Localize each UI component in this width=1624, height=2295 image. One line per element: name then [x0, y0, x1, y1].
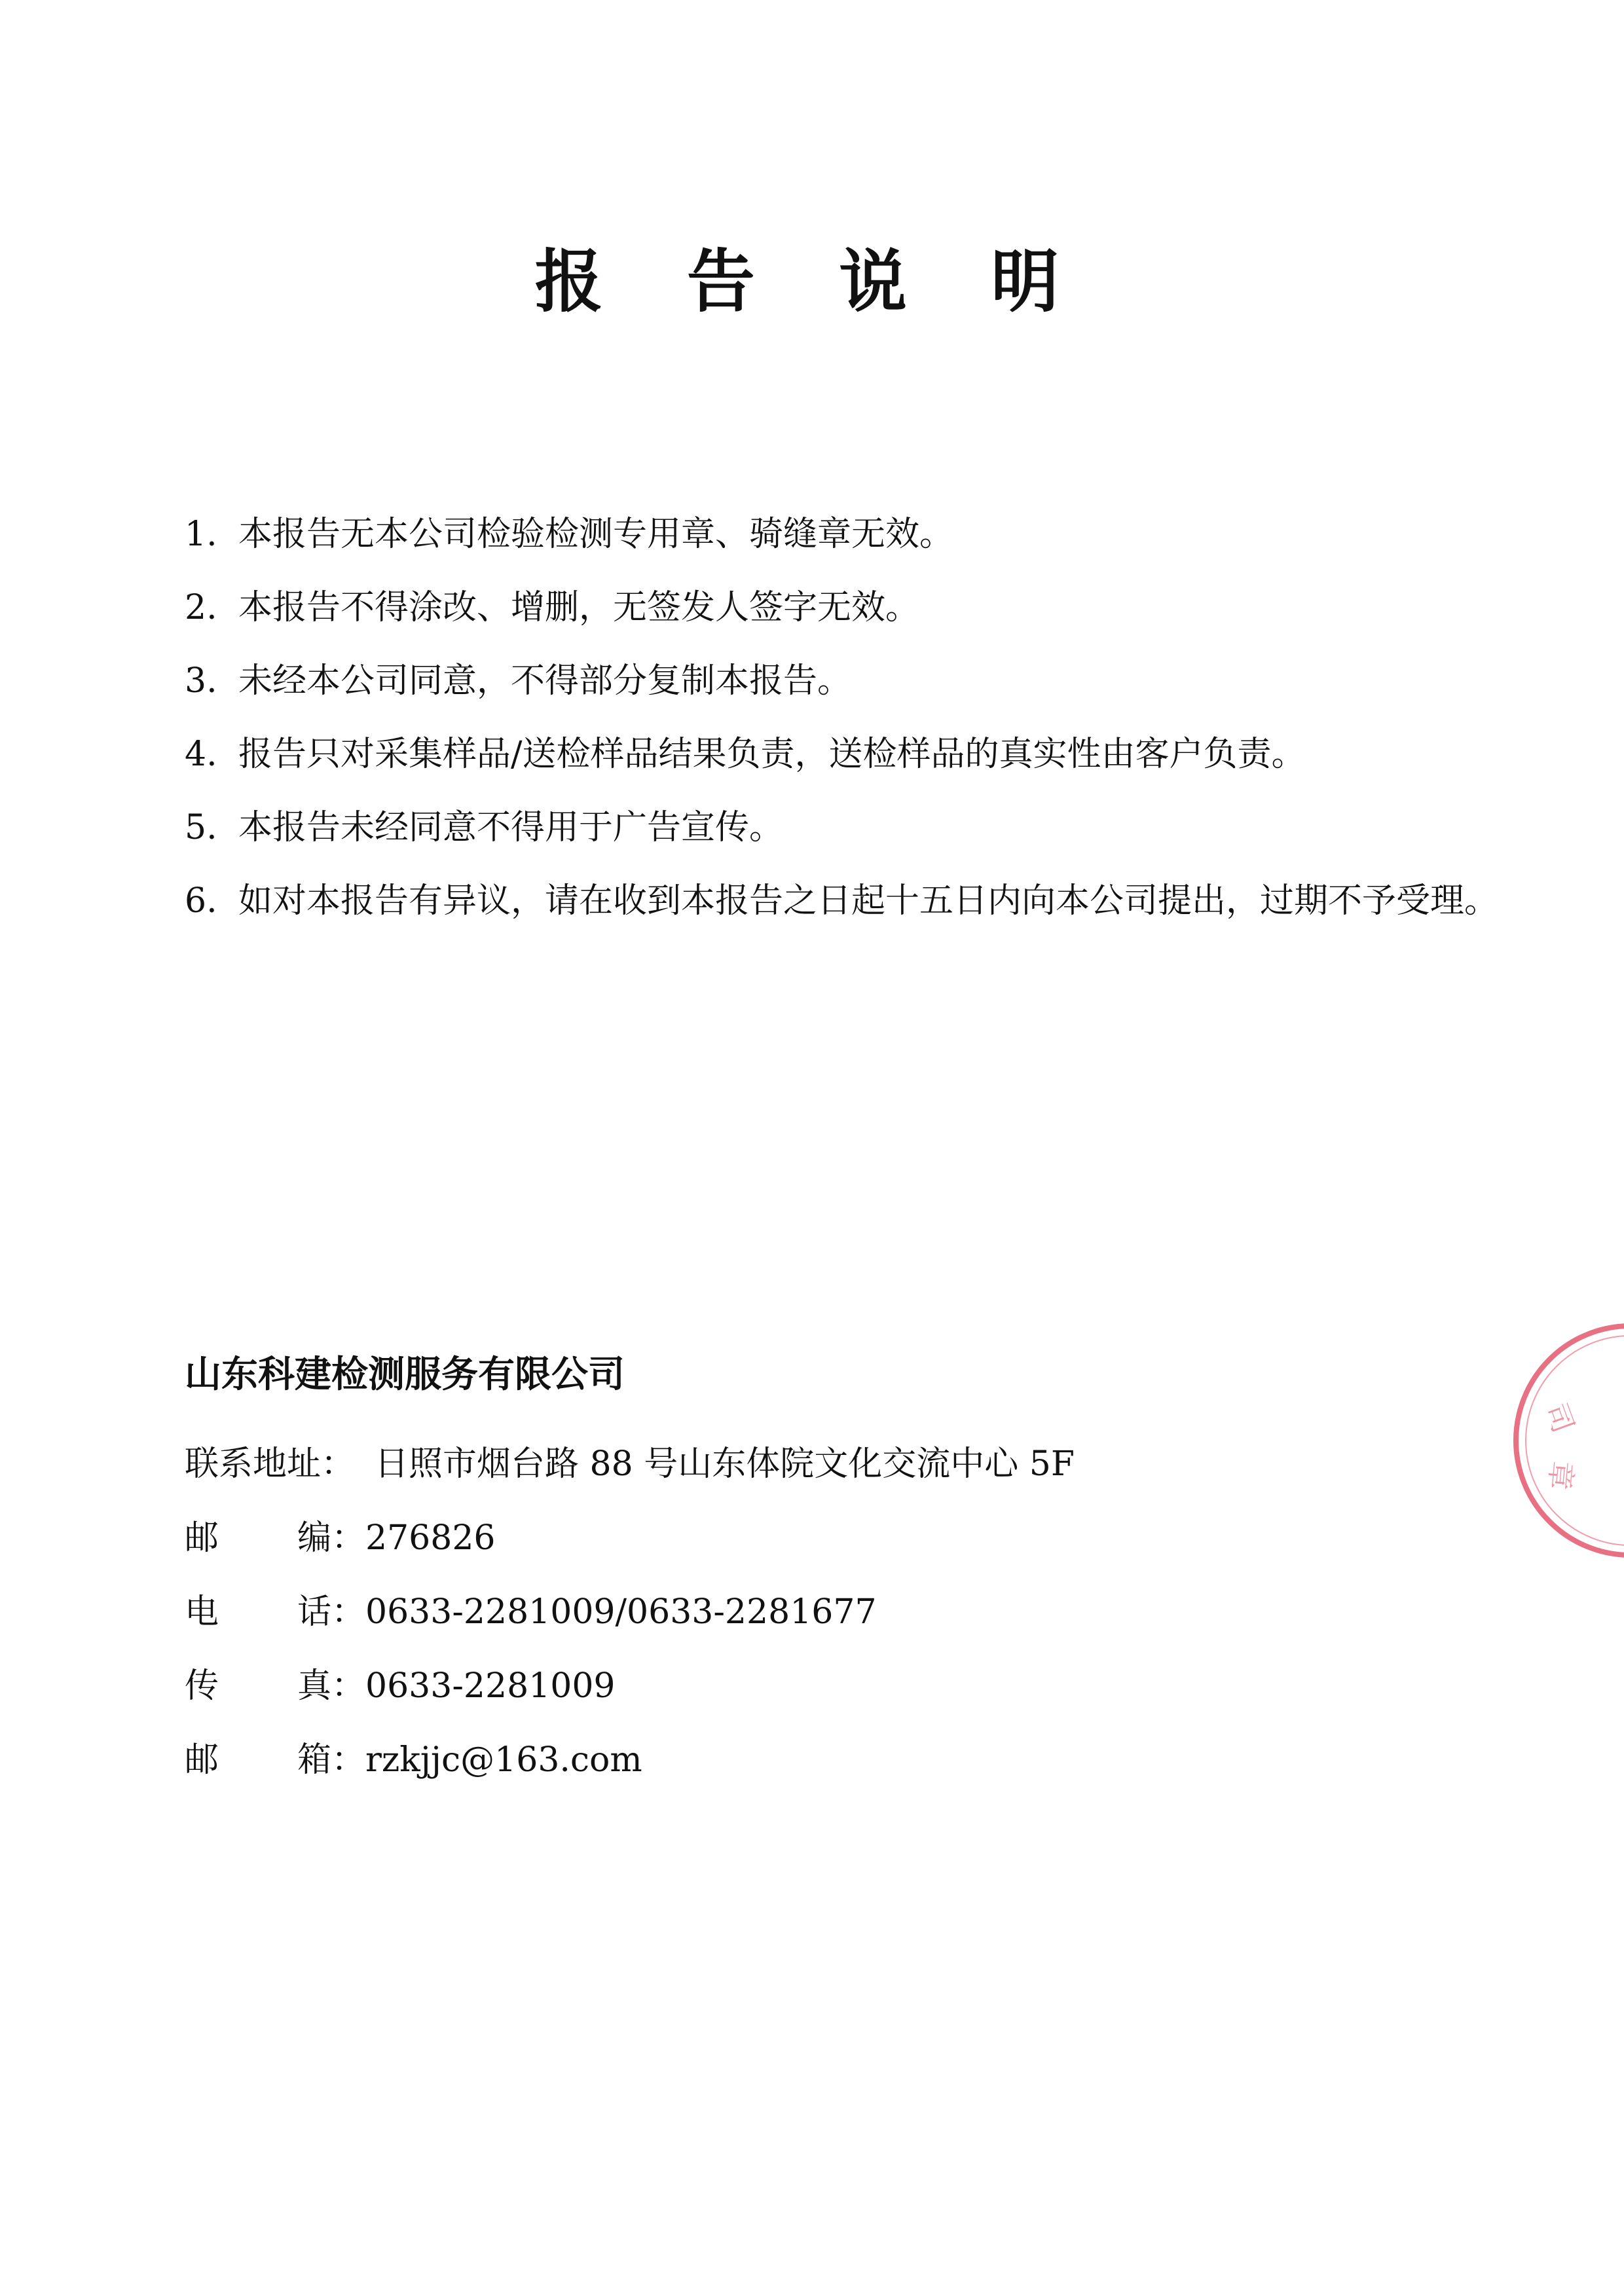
svg-text:章: 章	[1542, 1460, 1578, 1492]
note-text: 本报告未经同意不得用于广告宣传。	[238, 808, 784, 847]
note-number: 1.	[185, 515, 217, 554]
fax-row	[185, 1649, 1429, 1723]
address-row	[185, 1427, 1429, 1501]
postcode-value: 276826	[365, 1518, 496, 1558]
note-item-2	[185, 571, 1507, 644]
note-item-6	[185, 864, 1507, 938]
company-name: 山东科建检测服务有限公司	[185, 1353, 625, 1396]
note-item-4	[185, 718, 1507, 791]
postcode-label-char2: 编：	[297, 1518, 366, 1558]
contact-block	[185, 1427, 1429, 1797]
fax-label-char2: 真：	[297, 1666, 366, 1706]
note-text: 本报告不得涂改、增删，无签发人签字无效。	[238, 588, 920, 627]
svg-text:司: 司	[1538, 1399, 1580, 1438]
email-label-char1: 邮	[185, 1740, 219, 1780]
address-label: 联系地址：	[185, 1444, 356, 1484]
postcode-row	[185, 1501, 1429, 1575]
address-value: 日照市烟台路 88 号山东体院文化交流中心 5F	[375, 1444, 1075, 1484]
note-item-1	[185, 498, 1507, 571]
note-text: 报告只对采集样品/送检样品结果负责，送检样品的真实性由客户负责。	[238, 735, 1306, 774]
note-text: 如对本报告有异议，请在收到本报告之日起十五日内向本公司提出，过期不予受理。	[238, 881, 1499, 921]
phone-value: 0633-2281009/0633-2281677	[365, 1592, 877, 1632]
note-item-5	[185, 791, 1507, 864]
notes-list	[185, 498, 1507, 938]
fax-value: 0633-2281009	[365, 1666, 616, 1706]
seal-stamp-icon	[1506, 1310, 1624, 1571]
note-number: 6.	[185, 881, 217, 921]
email-value: rzkjjc@163.com	[365, 1740, 642, 1780]
phone-label-char1: 电	[185, 1592, 219, 1632]
note-number: 5.	[185, 808, 217, 847]
note-number: 2.	[185, 588, 217, 627]
email-row	[185, 1723, 1429, 1797]
note-number: 4.	[185, 735, 217, 774]
email-label-char2: 箱：	[297, 1740, 366, 1780]
fax-label-char1: 传	[185, 1666, 219, 1706]
note-text: 本报告无本公司检验检测专用章、骑缝章无效。	[238, 515, 954, 554]
note-item-3	[185, 644, 1507, 718]
postcode-label-char1: 邮	[185, 1518, 219, 1558]
phone-label-char2: 话：	[297, 1592, 366, 1632]
page-title: 报 告 说 明	[534, 242, 1090, 321]
phone-row	[185, 1575, 1429, 1649]
note-number: 3.	[185, 661, 217, 701]
note-text: 未经本公司同意，不得部分复制本报告。	[238, 661, 852, 701]
